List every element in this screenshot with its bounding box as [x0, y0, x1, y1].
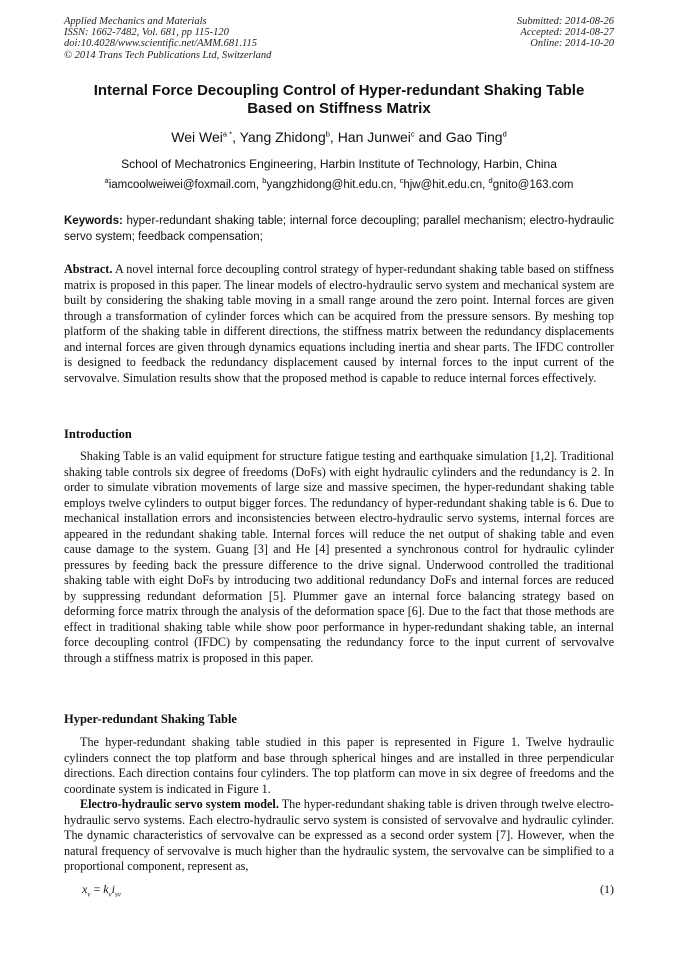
journal-header: [64, 16, 271, 61]
eq-var-sub: sv: [115, 890, 121, 899]
email-superscript: a: [104, 176, 109, 186]
email-link[interactable]: yangzhidong@hit.edu.cn,: [266, 179, 400, 191]
email-link[interactable]: gnito@163.com: [492, 179, 574, 191]
introduction-heading: Introduction: [64, 427, 132, 441]
keywords-text: hyper-redundant shaking table; internal force decoupling; parallel mechanism; electro-hydraulic servo system; feedback compensation;: [64, 215, 614, 243]
author-name: Gao Ting: [445, 129, 503, 145]
eq-var: i: [111, 882, 115, 896]
abstract-text: A novel internal force decoupling control strategy of hyper-redundant shaking table based on stiffness matrix is proposed in this paper. The linear models of electro-hydraulic servo system and mechanical system are built by considering the shaking table moving in a small range around the zero point. Internal forces are given through a transformation of cylinder forces which can be acquired from the pressure sensors. By meshing top platform of the shaking table in different directions, the stiffness matrix between the redundancy displacements and internal forces are given through dynamics equations including inertia and shear parts. The IFDC controller is designed to feedback the redundancy displacement caused by internal forces to the input current of the servovalve. Simulation results show that the proposed method is capable to reduce internal forces effectively.: [64, 262, 614, 385]
affiliation: School of Mechatronics Engineering, Harbin Institute of Technology, Harbin, China: [121, 157, 557, 171]
email-superscript: d: [488, 176, 493, 186]
servo-model-label: Electro-hydraulic servo system model.: [80, 797, 279, 811]
copyright-line: © 2014 Trans Tech Publications Ltd, Switzerland: [64, 49, 272, 61]
email-link[interactable]: hjw@hit.edu.cn,: [403, 179, 489, 191]
author-superscript: d: [502, 129, 507, 139]
keywords-section: [64, 213, 614, 245]
eq-coef-sub: v: [108, 890, 112, 899]
author-superscript: b: [325, 129, 330, 139]
equation-formula: [82, 881, 121, 902]
author-separator: ,: [329, 129, 338, 145]
email-list: [64, 178, 614, 192]
title-line-2: Based on Stiffness Matrix: [247, 100, 431, 117]
author-name: Yang Zhidong: [239, 129, 326, 145]
author-name: Wei Wei: [171, 129, 223, 145]
email-link[interactable]: iamcoolweiwei@foxmail.com,: [108, 179, 263, 191]
eq-lhs-sub: v: [87, 890, 91, 899]
dates-header: [517, 16, 614, 50]
author-list: [64, 129, 614, 145]
servo-model-text: The hyper-redundant shaking table is driven through twelve electro-hydraulic servo systems. Each electro-hydraulic servo system is consisted of servovalve and hydraulic cylinder. The dynamic characteristics of servovalve can be expressed as a second order system [7]. However, when the natural frequency of servovalve is much higher than the hydraulic system, the servovalve can be simplified to a proportional component, represent as,: [64, 797, 614, 873]
equation-number: (1): [600, 882, 614, 896]
issn-line: ISSN: 1662-7482, Vol. 681, pp 115-120: [64, 27, 229, 39]
eq-coef: k: [103, 882, 109, 896]
abstract-label: Abstract.: [64, 262, 113, 276]
author-separator: and: [414, 129, 446, 145]
hyper-redundant-heading: Hyper-redundant Shaking Table: [64, 712, 237, 726]
abstract-section: [64, 262, 614, 386]
email-superscript: b: [262, 176, 267, 186]
author-name: Han Junwei: [337, 129, 411, 145]
email-superscript: c: [399, 176, 404, 186]
title-line-1: Internal Force Decoupling Control of Hyper-redundant Shaking Table: [93, 82, 585, 99]
accepted-date: Accepted: 2014-08-27: [520, 27, 614, 39]
journal-name: Applied Mechanics and Materials: [64, 16, 207, 27]
eq-equals: =: [90, 882, 104, 896]
servo-model-paragraph: [64, 797, 614, 875]
online-date: Online: 2014-10-20: [530, 38, 614, 50]
keywords-label: Keywords:: [64, 215, 123, 227]
paper-title: [64, 82, 614, 118]
author-superscript: c: [410, 129, 415, 139]
equation-1: [64, 881, 614, 897]
doi-link[interactable]: doi:10.4028/www.scientific.net/AMM.681.115: [64, 38, 257, 50]
introduction-paragraph: Shaking Table is an valid equipment for structure fatigue testing and earthquake simulation [1,2]. Traditional shaking table controls six degree of freedoms (DoFs) with eight hydraulic cylinders and the redundancy is 2. In order to simulate vibration movements of large size and massive specimen, the hyper-redundant shaking table employs twelve cylinders to output bigger forces. The redundancy of hyper-redundant shaking table is 6. Due to mechanical installation errors and inconsistencies between electro-hydraulic servo systems, internal forces are appeared in the redundant shaking table. Internal forces will reduce the net output of shaking table and even cause damage to the system. Guang [3] and He [4] presented a synchronous control for hydraulic cylinder pressures by feeding back the pressure difference to the drive signal. Underwood controlled the traditional shaking table with eight DoFs by introducing two additional redundancy DoFs and internal forces are reduced by suppressing redundant deformation [5]. Plummer gave an internal force balancing strategy based on deforming force matrix through the analysis of the deformation space [6]. Due to the fact that those methods are effect in traditional shaking table while show poor performance in hyper-redundant shaking table, an internal force decoupling control (IFDC) by compensating the redundancy force to the input current of servovalve through a stiffness matrix is proposed in this paper.: [64, 449, 614, 665]
author-separator: ,: [232, 129, 240, 145]
eq-lhs: x: [82, 882, 88, 896]
author-superscript: a *: [222, 129, 233, 139]
submitted-date: Submitted: 2014-08-26: [516, 16, 614, 27]
hyper-redundant-paragraph-1: The hyper-redundant shaking table studied in this paper is represented in Figure 1. Twelve hydraulic cylinders connect the top platform and base through spherical hinges and are installed in three perpendicular directions. Each direction contains four cylinders. The top platform can move in six degree of freedoms and the coordinate system is indicated in Figure 1.: [64, 735, 614, 796]
